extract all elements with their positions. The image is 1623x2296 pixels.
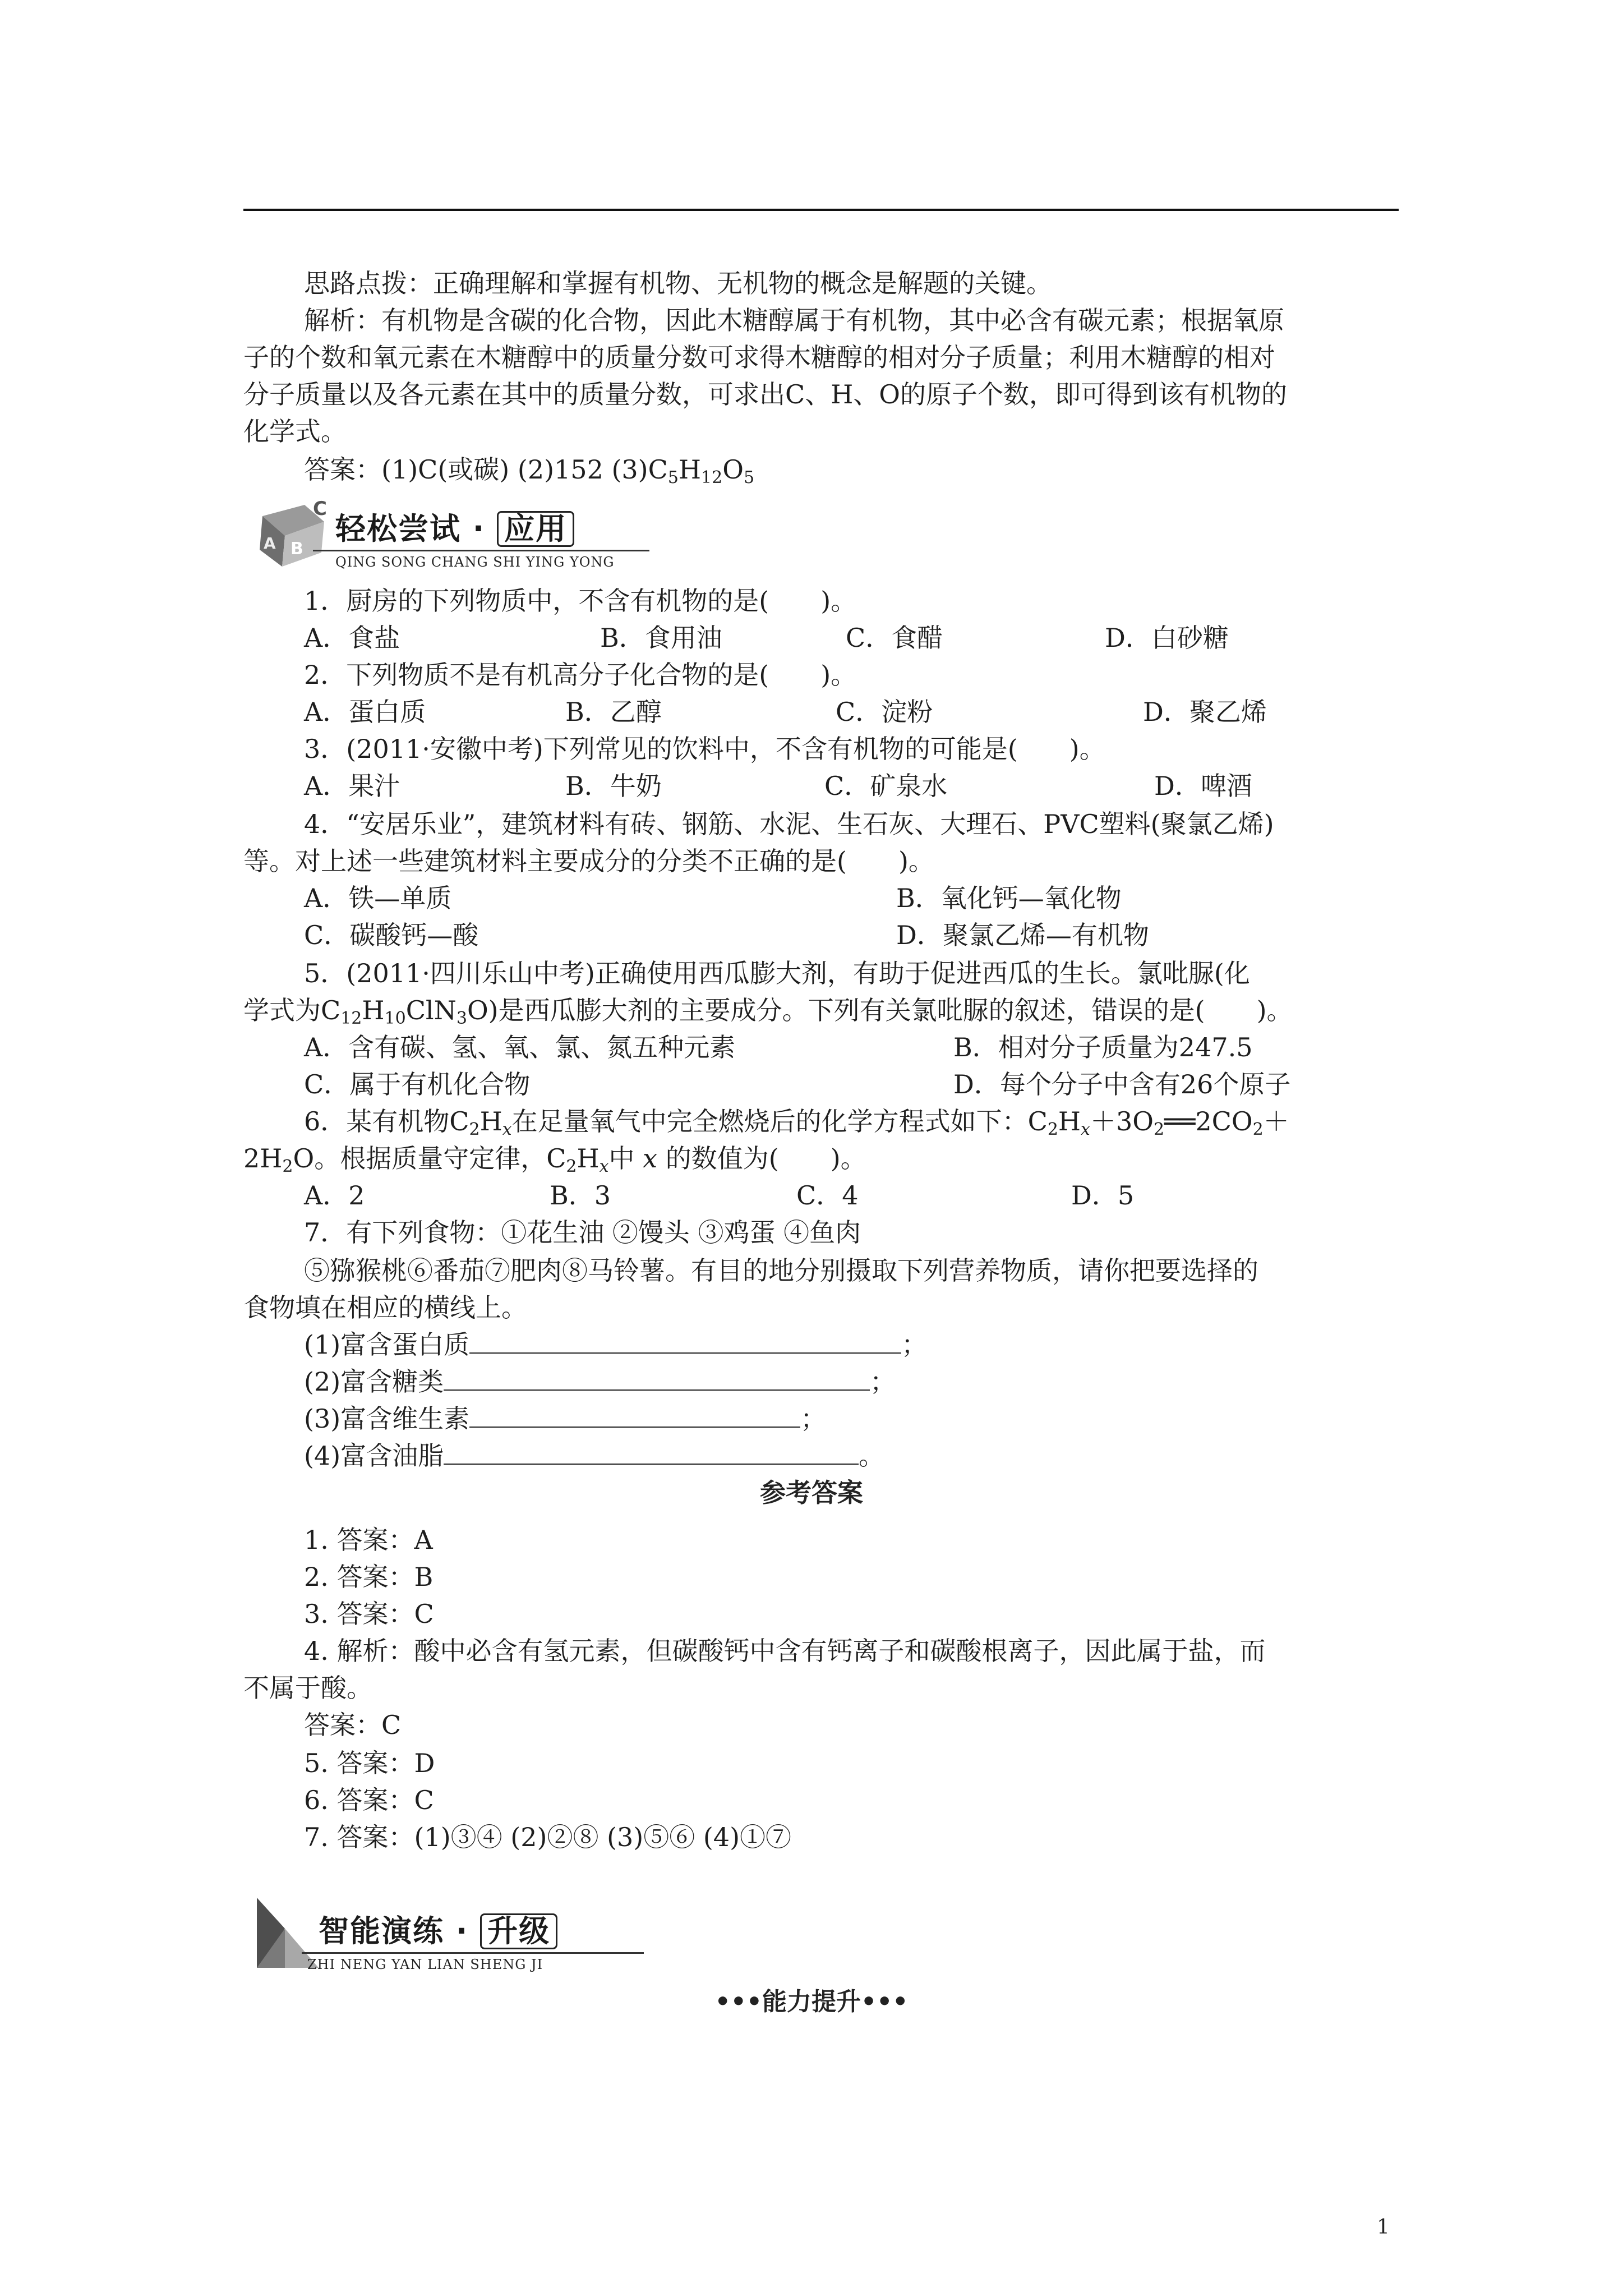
- question-stem: 等。对上述一些建筑材料主要成分的分类不正确的是( )。: [243, 846, 934, 876]
- answer-blank[interactable]: [469, 1330, 901, 1354]
- question-stem: 3．(2011·安徽中考)下列常见的饮料中，不含有机物的可能是( )。: [304, 734, 1105, 764]
- section-banner-practice: [251, 1895, 644, 1973]
- banner-subtitle: ZHI NENG YAN LIAN SHENG JI: [307, 1957, 543, 1972]
- question-stem: 6．某有机物$C_2H_x$在足量氧气中完全燃烧后的化学方程式如下：$C_2H_x+3O_2══2CO_2+$: [304, 1106, 1289, 1139]
- option-c: C．碳酸钙—酸: [304, 920, 479, 950]
- fill-item: (1)富含蛋白质 ；: [304, 1329, 928, 1360]
- option-d: D．5: [1071, 1180, 1135, 1211]
- banner-underline: [302, 1952, 644, 1954]
- question-stem: 2．下列物质不是有机高分子化合物的是( )。: [304, 660, 857, 690]
- answer-line: 6. 答案：C: [304, 1785, 434, 1815]
- answer-line: 4. 解析：酸中必含有氢元素，但碳酸钙中含有钙离子和碳酸根离子，因此属于盐，而: [304, 1636, 1266, 1666]
- section-banner-try: [251, 494, 644, 572]
- explanation-line: 化学式。: [243, 416, 347, 447]
- question-stem: 学式为$C_{12}H_{10}ClN_3O$)是西瓜膨大剂的主要成分。下列有关氯吡脲的叙述，错误的是( )。: [243, 995, 1293, 1028]
- option-c: C．淀粉: [836, 697, 933, 727]
- option-a: A．食盐: [304, 623, 400, 653]
- option-b: B．氧化钙—氧化物: [896, 883, 1122, 913]
- banner-tag: 升级: [480, 1913, 557, 1949]
- question-stem: ⑤猕猴桃⑥番茄⑦肥肉⑧马铃薯。有目的地分别摄取下列营养物质，请你把要选择的: [304, 1255, 1258, 1286]
- banner-title: 轻松尝试 · 应用: [335, 505, 574, 548]
- svg-text:B: B: [291, 539, 303, 559]
- svg-text:A: A: [264, 534, 276, 553]
- option-d: D．啤酒: [1154, 771, 1252, 801]
- option-a: A．含有碳、氢、氧、氯、氮五种元素: [304, 1032, 736, 1062]
- answer-blank[interactable]: [469, 1404, 800, 1428]
- page-number: 1: [1377, 2216, 1390, 2239]
- answer-line: 5. 答案：D: [304, 1748, 435, 1778]
- option-c: C．属于有机化合物: [304, 1069, 531, 1099]
- section-label: •••能力提升•••: [714, 1987, 909, 2016]
- answer-blank[interactable]: [444, 1367, 870, 1391]
- question-stem: 5．(2011·四川乐山中考)正确使用西瓜膨大剂，有助于促进西瓜的生长。氯吡脲(化: [304, 958, 1250, 988]
- question-stem: 食物填在相应的横线上。: [243, 1292, 527, 1323]
- option-a: A．铁—单质: [304, 883, 452, 913]
- fill-item: (3)富含维生素 ；: [304, 1404, 827, 1434]
- option-a: A．果汁: [304, 771, 400, 801]
- explanation-line: 分子质量以及各元素在其中的质量分数，可求出C、H、O的原子个数，即可得到该有机物的: [243, 379, 1288, 409]
- explanation-line: 解析：有机物是含碳的化合物，因此木糖醇属于有机物，其中必含有碳元素；根据氧原: [304, 305, 1284, 335]
- answer-line: 答案：C: [304, 1710, 402, 1740]
- explanation-line: 子的个数和氧元素在木糖醇中的质量分数可求得木糖醇的相对分子质量；利用木糖醇的相对: [243, 342, 1275, 372]
- fill-item: (4)富含油脂 。: [304, 1441, 885, 1471]
- header-rule: [243, 209, 1399, 211]
- option-b: B．乙醇: [565, 697, 662, 727]
- banner-tag: 应用: [497, 511, 574, 547]
- answer-line: 3. 答案：C: [304, 1599, 434, 1629]
- answer-line: 答案：(1)C(或碳) (2)152 $(3)C_5H_{12}O_5$: [304, 454, 755, 487]
- question-stem: $2H_2O$。根据质量守定律，$C_2H_x$中 x 的数值为( )。: [243, 1143, 866, 1176]
- option-d: D．每个分子中含有26个原子: [953, 1069, 1291, 1099]
- answer-line: 7. 答案：(1)③④ (2)②⑧ (3)⑤⑥ (4)①⑦: [304, 1822, 792, 1852]
- hint-text: 思路点拨：正确理解和掌握有机物、无机物的概念是解题的关键。: [304, 268, 1052, 298]
- banner-subtitle: QING SONG CHANG SHI YING YONG: [335, 554, 615, 570]
- option-b: B．3: [550, 1180, 611, 1211]
- svg-text:C: C: [313, 498, 327, 520]
- option-b: B．食用油: [600, 623, 722, 653]
- option-a: A．蛋白质: [304, 697, 426, 727]
- answer-line: 不属于酸。: [243, 1673, 372, 1703]
- option-b: B．牛奶: [565, 771, 662, 801]
- banner-underline: [313, 550, 649, 551]
- question-stem: 4．“安居乐业”，建筑材料有砖、钢筋、水泥、生石灰、大理石、PVC塑料(聚氯乙烯): [304, 809, 1274, 839]
- answer-line: 1. 答案：A: [304, 1525, 433, 1555]
- answer-blank[interactable]: [444, 1441, 859, 1465]
- question-stem: 1．厨房的下列物质中，不含有机物的是( )。: [304, 586, 857, 616]
- option-a: A．2: [304, 1180, 365, 1211]
- fill-item: (2)富含糖类 ；: [304, 1366, 896, 1397]
- reference-answers-title: 参考答案: [760, 1478, 863, 1508]
- option-d: D．白砂糖: [1105, 623, 1229, 653]
- option-b: B．相对分子质量为247.5: [953, 1032, 1253, 1062]
- option-d: D．聚氯乙烯—有机物: [896, 920, 1149, 950]
- option-c: C．矿泉水: [824, 771, 948, 801]
- option-d: D．聚乙烯: [1143, 697, 1267, 727]
- option-c: C．食醋: [846, 623, 943, 653]
- question-stem: 7．有下列食物：①花生油 ②馒头 ③鸡蛋 ④鱼肉: [304, 1217, 861, 1248]
- option-c: C．4: [796, 1180, 859, 1211]
- answer-line: 2. 答案：B: [304, 1562, 434, 1592]
- banner-title: 智能演练 · 升级: [319, 1907, 557, 1950]
